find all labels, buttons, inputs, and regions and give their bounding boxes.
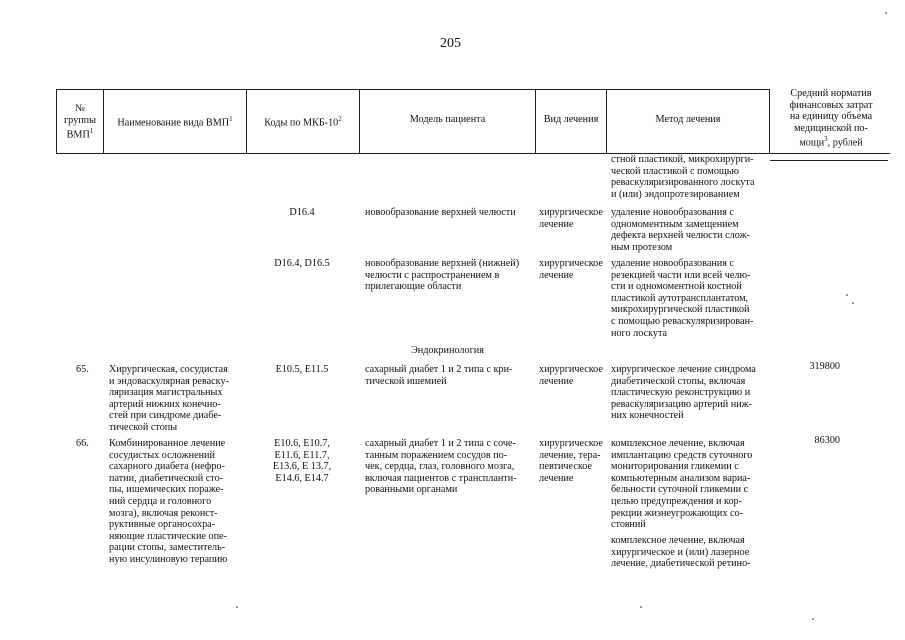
group-65-norm: 319800 [809,361,840,372]
row-2-type: хирургическое лечение [539,207,603,230]
header-icd-codes: Коды по МКБ-$10^2$ [264,115,342,129]
scan-speck [852,302,854,304]
group-66-method-2: комплексное лечение, включая хирургическое и (или) лазерное лечение, диабетической ретино- [611,535,751,570]
group-66-method: комплексное лечение, включая имплантацию средств суточного мониторирования гликемии с компьютерным анализом вариа- бельности суточной гликемии с целью предупреждения и кор- рекции жизнеугрожающих со- стояний [611,438,753,531]
header-vmp-name: Наименование вида ВМП$^1$ [117,115,233,129]
header-treatment-type: Вид лечения [543,114,599,125]
group-66-model: сахарный диабет 1 и 2 типа с соче- танным поражением сосудов по- чек, сердца, глаз, головного мозга, включая пациентов с транспланти- рованными органами [365,438,517,496]
row-2-method: удаление новообразования с одномоментным замещением дефекта верхней челюсти слож- ным протезом [611,207,751,253]
scan-speck [885,12,887,14]
scan-speck [236,606,238,608]
group-66-type: хирургическое лечение, тера- певтическое лечение [539,438,603,484]
group-66-codes: E10.6, E10.7, E11.6, E11.7, E13.6, E 13.7, E14.6, E14.7 [272,438,332,484]
header-norm: Средний норматив финансовых затрат на единицу объема медицинской по- мощи$^3$, рублей [789,88,873,149]
group-65-codes: E10.5, E11.5 [275,364,329,375]
row-1-method: стной пластикой, микрохирурги- ческой пластикой с помощью реваскуляризированного лоскута и (или) эндопротезированием [611,154,755,200]
row-3-codes: D16.4, D16.5 [274,258,330,269]
page-number: 205 [440,36,461,51]
group-66-norm: 86300 [814,435,840,446]
group-65-method: хирургическое лечение синдрома диабетической стопы, включая пластическую реконструкцию и реваскуляризацию артерий ниж- них конечностей [611,364,756,422]
group-65-type: хирургическое лечение [539,364,603,387]
section-heading: Эндокринология [411,345,484,356]
header-top-rule [56,89,769,90]
scan-speck [846,294,848,296]
row-3-method: удаление новообразования с резекцией части или всей челю- сти и одномоментной костной пластикой аутотрансплантатом, микрохирургической пластикой с помощью реваскуляризирован- ного лоскута [611,258,754,339]
group-66-no: 66. [76,438,89,449]
group-65-name: Хирургическая, сосудистая и эндоваскулярная реваску- ляризация магистральных артерий нижних конечно- стей при синдроме диабе- тической стопы [109,364,229,433]
scan-speck [812,618,814,620]
scan-speck [640,606,642,608]
group-65-model: сахарный диабет 1 и 2 типа с кри- тической ишемией [365,364,513,387]
header-method: Метод лечения [655,114,721,125]
row-3-model: новообразование верхней (нижней) челюсти с распространением в прилегающие области [365,258,520,293]
row-2-model: новообразование верхней челюсти [365,207,516,218]
row-2-codes: D16.4 [289,207,315,218]
row-3-type: хирургическое лечение [539,258,603,281]
group-65-no: 65. [76,364,89,375]
group-66-name: Комбинированное лечение сосудистых осложнений сахарного диабета (нефро- патии, диабетической сто- пы, ишемических пораже- ний сердца и головного мозга), включая реконст- руктивные органосохра- няющие пластические опе- рации стопы, заместитель- ную инсулиновую терапию [109,438,228,565]
header-norm-rule [770,160,888,161]
header-group-no: № группы ВМП$^1$ [64,103,96,141]
header-patient-model: Модель пациента [409,114,486,125]
